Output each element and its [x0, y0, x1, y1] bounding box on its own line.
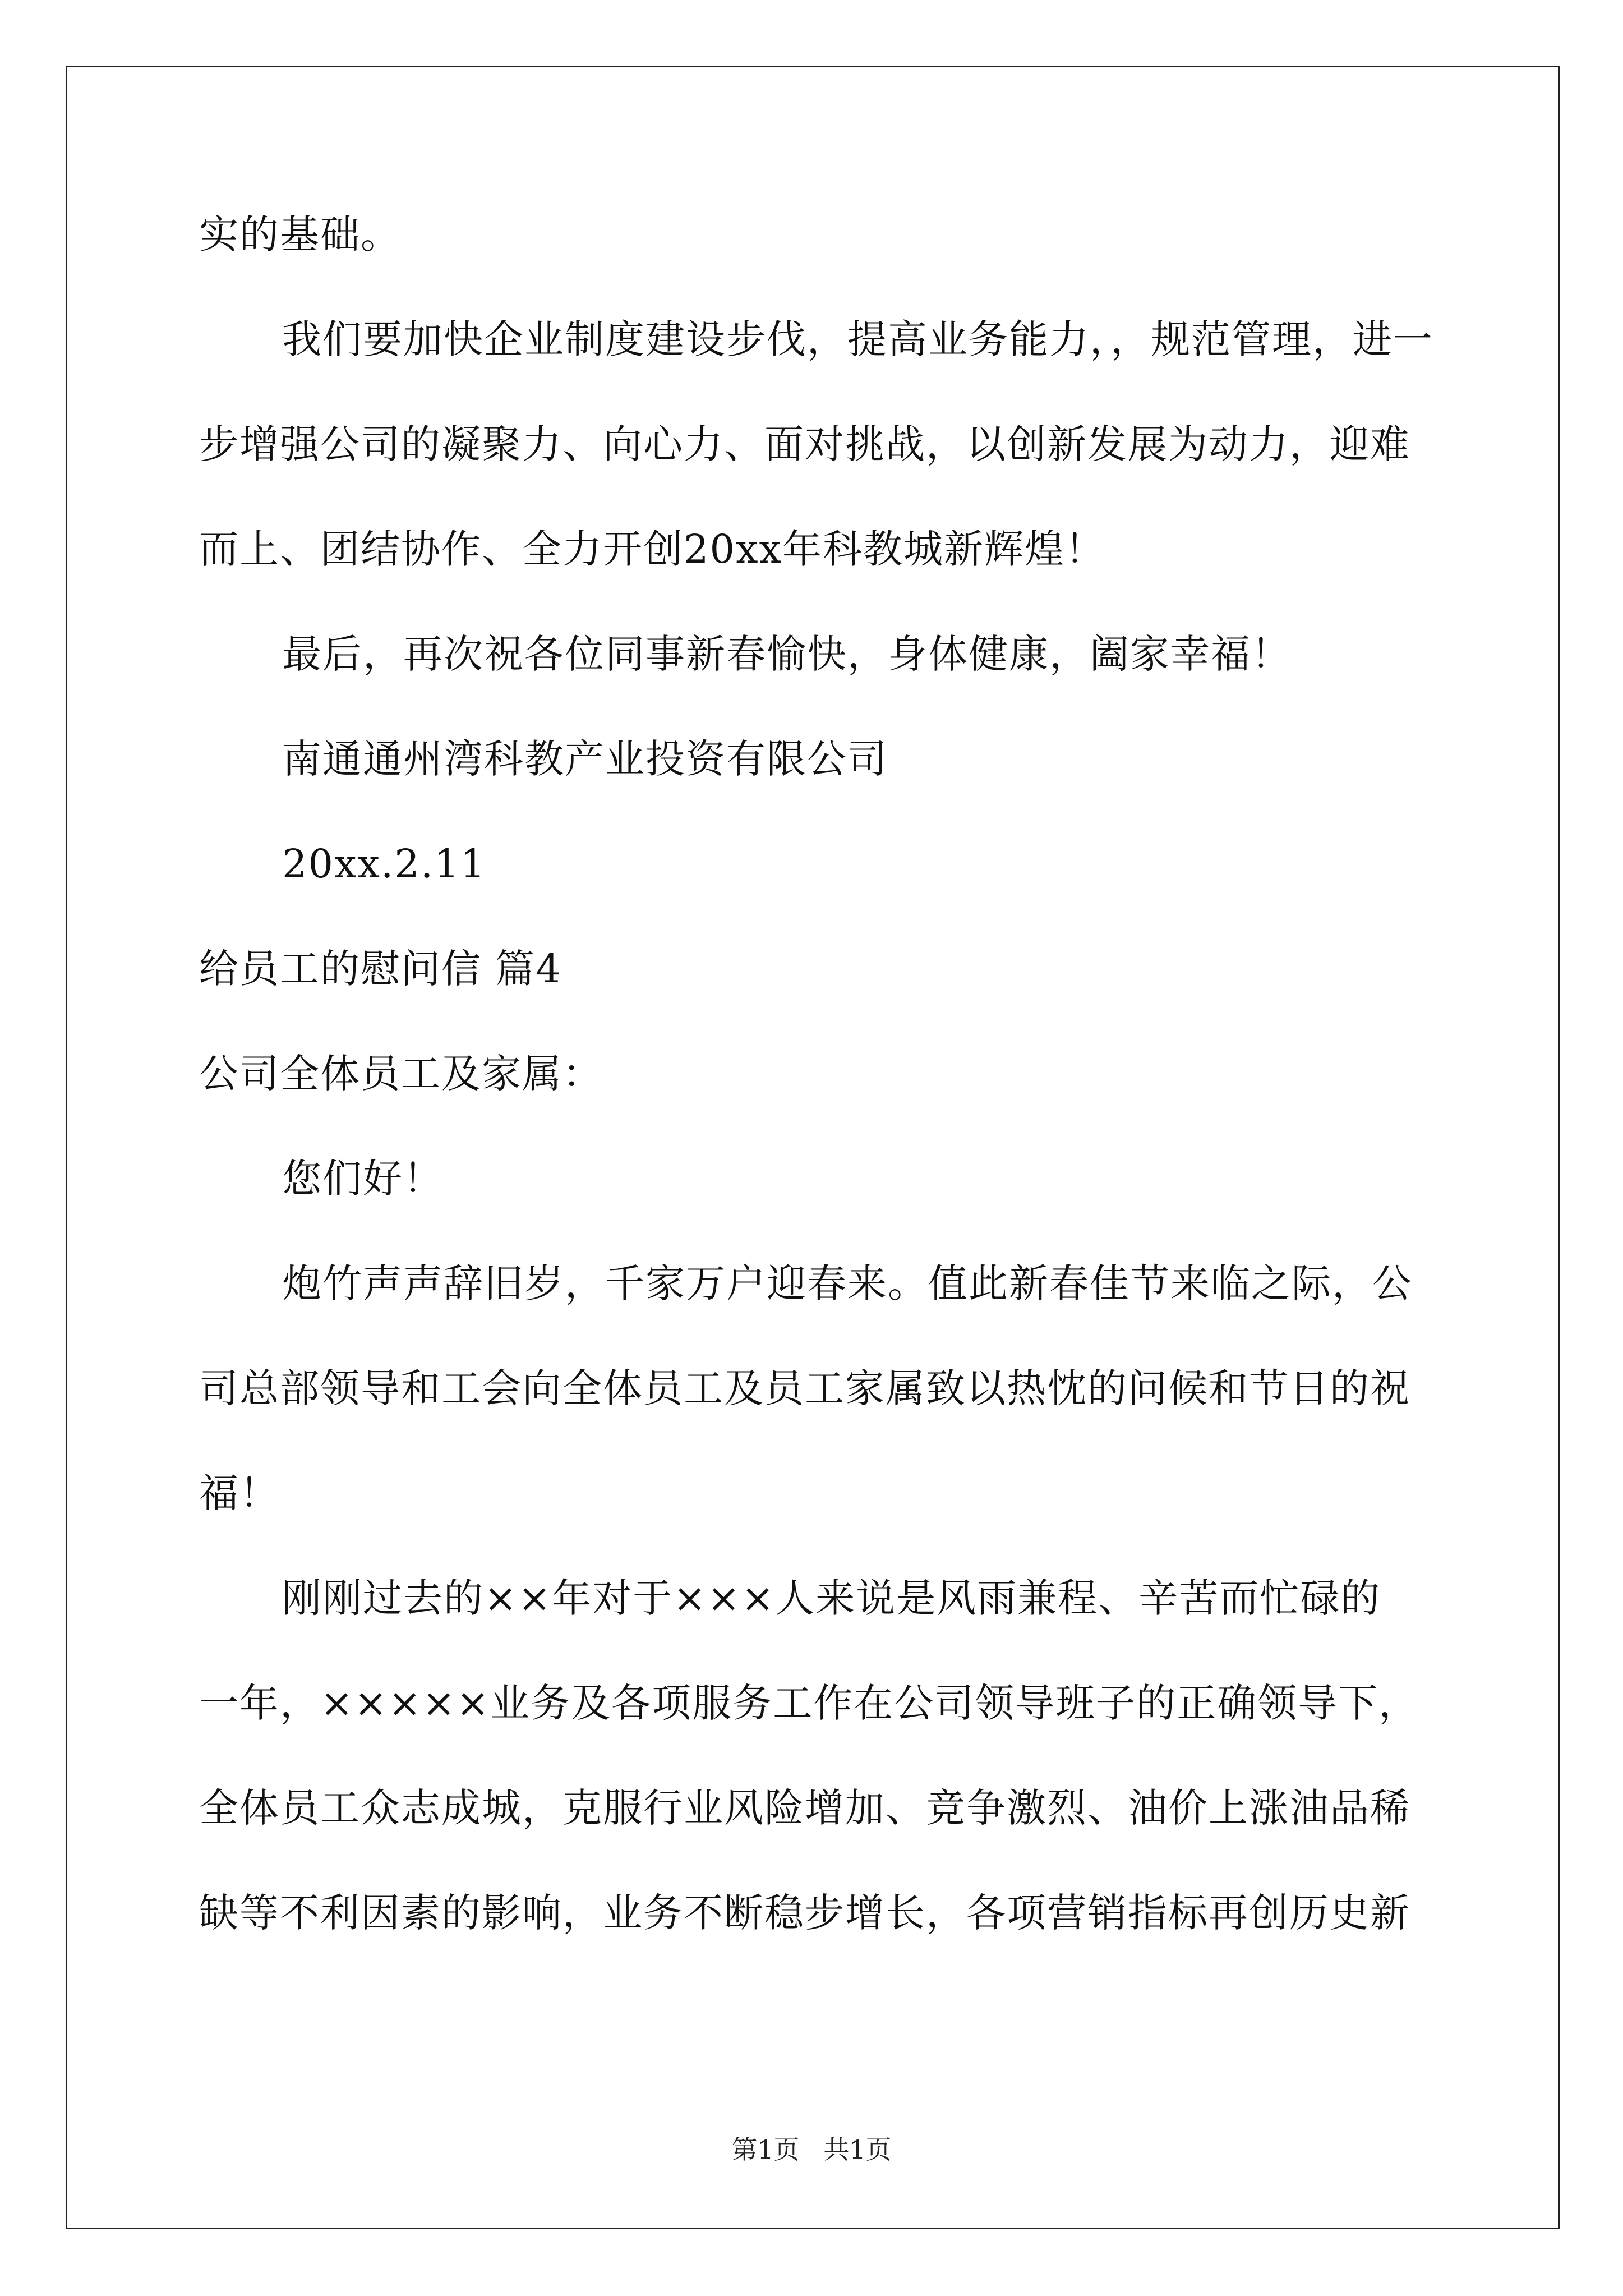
page-footer — [0, 2133, 1623, 2166]
section-heading: 给员工的慰问信 篇4 — [199, 946, 562, 992]
page-number: 第1页 — [731, 2134, 800, 2165]
greeting: 您们好！ — [282, 1156, 444, 1202]
paragraph-line: 一年，×××××业务及各项服务工作在公司领导班子的正确领导下， — [199, 1680, 1419, 1726]
paragraph-line: 步增强公司的凝聚力、向心力、面对挑战，以创新发展为动力，迎难 — [199, 421, 1410, 467]
paragraph-line: 司总部领导和工会向全体员工及员工家属致以热忱的问候和节日的祝 — [199, 1365, 1410, 1411]
paragraph-line: 炮竹声声辞旧岁，千家万户迎春来。值此新春佳节来临之际，公 — [282, 1260, 1413, 1306]
paragraph-line: 实的基础。 — [199, 211, 401, 257]
paragraph-line: 福！ — [199, 1470, 280, 1516]
paragraph-line: 最后，再次祝各位同事新春愉快，身体健康，阖家幸福！ — [282, 631, 1292, 677]
signature-date: 20xx.2.11 — [282, 841, 487, 887]
salutation: 公司全体员工及家属： — [199, 1051, 603, 1097]
paragraph-line: 而上、团结协作、全力开创20xx年科教城新辉煌！ — [199, 526, 1106, 572]
paragraph-line: 全体员工众志成城，克服行业风险增加、竞争激烈、油价上涨油品稀 — [199, 1785, 1410, 1831]
paragraph-line: 我们要加快企业制度建设步伐，提高业务能力，，规范管理，进一 — [282, 316, 1433, 362]
page-total: 共1页 — [823, 2134, 892, 2165]
paragraph-line: 刚刚过去的××年对于×××人来说是风雨兼程、辛苦而忙碌的 — [282, 1575, 1381, 1621]
company-signature: 南通通州湾科教产业投资有限公司 — [282, 736, 888, 782]
paragraph-line: 缺等不利因素的影响，业务不断稳步增长，各项营销指标再创历史新 — [199, 1890, 1410, 1936]
